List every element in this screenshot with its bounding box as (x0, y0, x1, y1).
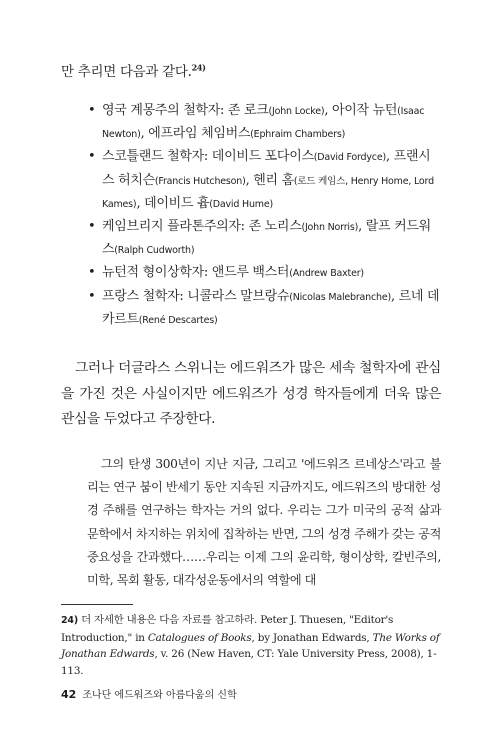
block-quote: 그의 탄생 300년이 지난 지금, 그리고 '에드워즈 르네상스'라고 불리는 연구 붐이 반세기 동안 지속된 지금까지도, 에드워즈의 방대한 성경 주해를 연구하는 학자는 거의 없다. 우리는 그가 미국의 공적 삶과 문학에서 차지하는 위치에 집착하는 반면, 그의 성경 주해가 갖는 공적 중요성을 간과했다……우리는 이제 그의 윤리학, 형이상학, 칼빈주의, 미학, 목회 활동, 대각성운동에서의 역할에 대 (87, 457, 441, 588)
list-item-english: (René Descartes) (138, 314, 218, 326)
list-item-english: (Francis Hutcheson) (154, 175, 246, 187)
list-item-text: , 헨리 홈 (245, 172, 294, 188)
footnote-text: , by Jonathan Edwards, (251, 631, 373, 644)
list-item-english: (John Locke) (268, 106, 325, 117)
list-item-text: , 아이작 뉴턴 (324, 103, 398, 118)
list-item-text: 뉴턴적 형이상학자: 앤드루 백스터 (102, 265, 290, 281)
list-item-english: (David Hume) (209, 198, 273, 210)
list-item-text: 스코틀랜드 철학자: 데이비드 포다이스 (102, 149, 314, 165)
list-item-english: (David Fordyce) (313, 152, 386, 164)
list-item (88, 146, 440, 216)
footnote-ref: 24) (191, 62, 206, 73)
list-item-english: (Ralph Cudworth) (114, 245, 195, 257)
page-footer (61, 686, 237, 701)
intro-text: 만 추리면 다음과 같다. (61, 64, 192, 80)
list-item-english: (Andrew Baxter) (289, 268, 364, 280)
page-number: 42 (61, 688, 77, 701)
list-item-text: , 프랜시스 허치슨 (102, 149, 431, 188)
footnote-title: Catalogues of Books (147, 631, 252, 644)
list-item-text: 프랑스 철학자: 니콜라스 말브랑슈 (102, 288, 290, 304)
list-item-text: 영국 계몽주의 철학자: 존 로크 (102, 103, 269, 118)
list-item-english: (John Norris) (301, 222, 359, 234)
footnote-text: 더 자세한 내용은 다음 자료를 참고하라. Peter J. Thuesen, "Editor's Introduction," in (61, 614, 394, 644)
intro-line (61, 60, 206, 80)
philosopher-list (88, 100, 440, 332)
list-item-text: , 르네 데카르트 (102, 288, 440, 327)
list-item-english: (로드 케임스, Henry Home, Lord Kames) (102, 175, 434, 210)
list-item-text: , 에프라임 체임버스 (140, 126, 251, 142)
list-item-text: 케임브리지 플라톤주의자: 존 노리스 (102, 219, 302, 235)
footnote-text: , v. 26 (New Haven, CT: Yale University Press, 2008), 1-113. (61, 648, 437, 677)
list-item (88, 216, 440, 262)
list-item (88, 262, 440, 285)
list-item-text: , 랄프 커드워스 (102, 219, 431, 258)
footnote-title: The Works of Jonathan Edwards (61, 631, 440, 660)
list-item-english: (Isaac Newton) (102, 106, 425, 141)
list-item-english: (Ephraim Chambers) (250, 129, 346, 141)
list-item (88, 286, 440, 332)
book-title: 조나단 에드워즈와 아름다움의 신학 (82, 690, 237, 701)
footnote-divider (61, 604, 133, 605)
footnote (61, 612, 441, 679)
list-item-text: , 데이비드 흄 (136, 195, 210, 211)
list-item-english: (Nicolas Malebranche) (289, 291, 391, 303)
list-item (88, 100, 440, 146)
footnote-number: 24) (61, 615, 78, 626)
body-paragraph: 그러나 더글라스 스위니는 에드워즈가 많은 세속 철학자에 관심을 가진 것은 사실이지만 에드워즈가 성경 학자들에게 더욱 많은 관심을 두었다고 주장한다. (61, 360, 441, 427)
